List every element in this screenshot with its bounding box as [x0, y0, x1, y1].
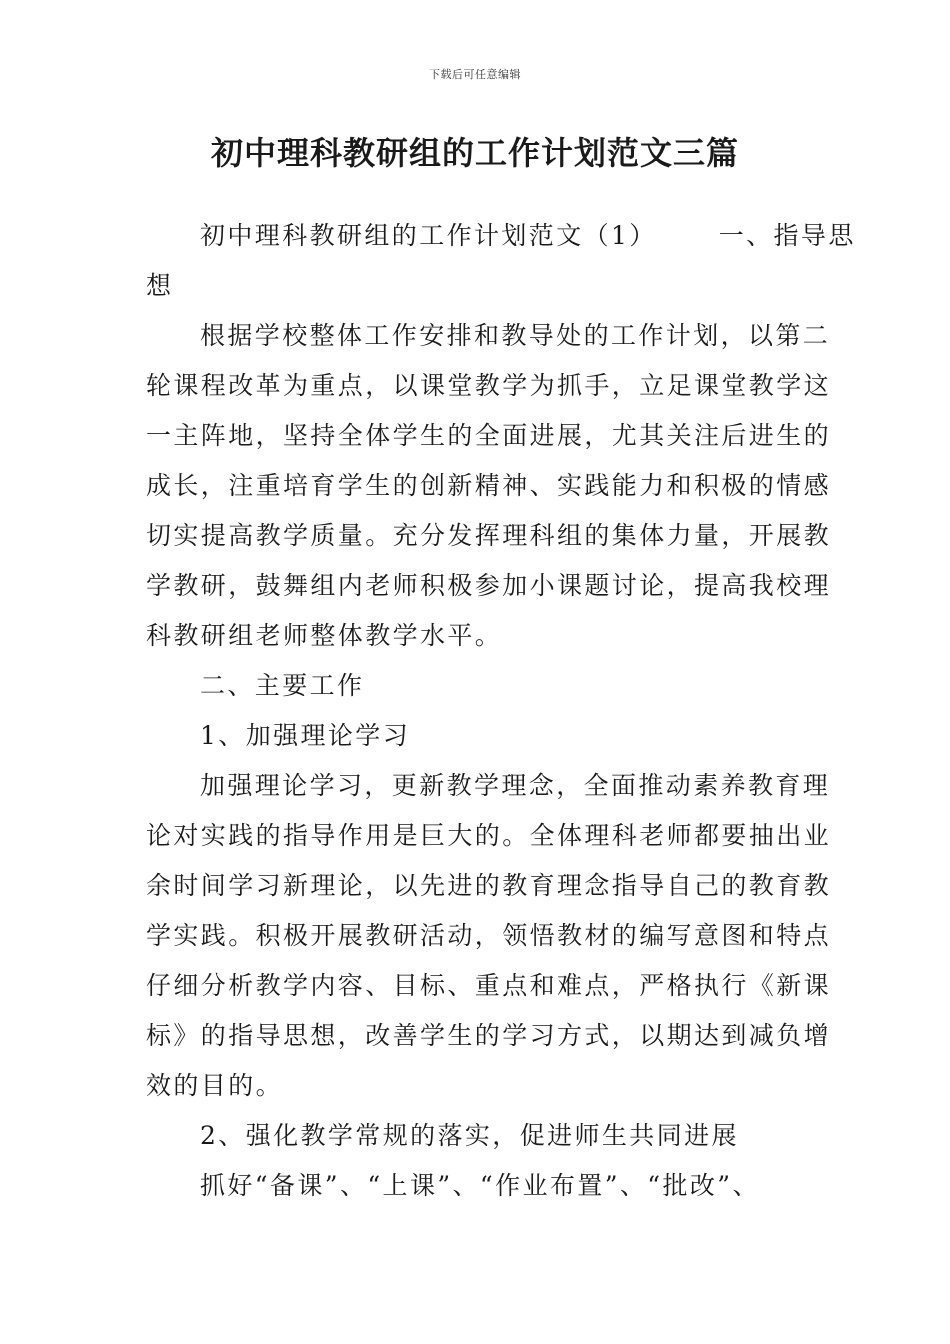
paragraph-line: 仔细分析教学内容、目标、重点和难点，严格执行《新课: [146, 971, 832, 1000]
paragraph-line: 一主阵地，坚持全体学生的全面进展，尤其关注后进生的: [146, 421, 832, 450]
section-heading-main-work: 二、主要工作: [200, 671, 365, 700]
paragraph-line: 论对实践的指导作用是巨大的。全体理科老师都要抽出业: [146, 821, 832, 850]
paragraph-line: 效的目的。: [146, 1071, 284, 1100]
item-heading-teaching-routine: 2、强化教学常规的落实，促进师生共同进展: [200, 1121, 739, 1150]
subtitle-right: 一、指导思: [718, 221, 856, 250]
subtitle-line: [146, 211, 856, 261]
page-title: 初中理科教研组的工作计划范文三篇: [210, 134, 739, 172]
subtitle-block: [146, 211, 856, 311]
subtitle-left: 初中理科教研组的工作计划范文（1）: [200, 221, 657, 250]
paragraph-guiding-ideology: [146, 311, 832, 661]
item-heading-theory-study: 1、加强理论学习: [200, 721, 411, 750]
paragraph-line: 切实提高教学质量。充分发挥理科组的集体力量，开展教: [146, 521, 832, 550]
paragraph-line: 根据学校整体工作安排和教导处的工作计划，以第二: [200, 321, 831, 350]
paragraph-theory-study: [146, 761, 832, 1111]
paragraph-line: 学实践。积极开展教研活动，领悟教材的编写意图和特点: [146, 921, 832, 950]
header-note: 下载后可任意编辑: [429, 68, 521, 81]
paragraph-line: 轮课程改革为重点，以课堂教学为抓手，立足课堂教学这: [146, 371, 832, 400]
paragraph-line: 抓好“备课”、“上课”、“作业布置”、“批改”、: [200, 1171, 760, 1200]
paragraph-line: 成长，注重培育学生的创新精神、实践能力和积极的情感: [146, 471, 832, 500]
paragraph-line: 科教研组老师整体教学水平。: [146, 621, 503, 650]
subtitle-tail: 想: [146, 271, 174, 300]
document-body: [146, 211, 856, 1211]
paragraph-line: 标》的指导思想，改善学生的学习方式，以期达到减负增: [146, 1021, 832, 1050]
paragraph-line: 余时间学习新理论，以先进的教育理念指导自己的教育教: [146, 871, 832, 900]
paragraph-line: 加强理论学习，更新教学理念，全面推动素养教育理: [200, 771, 831, 800]
paragraph-line: 学教研，鼓舞组内老师积极参加小课题讨论，提高我校理: [146, 571, 832, 600]
